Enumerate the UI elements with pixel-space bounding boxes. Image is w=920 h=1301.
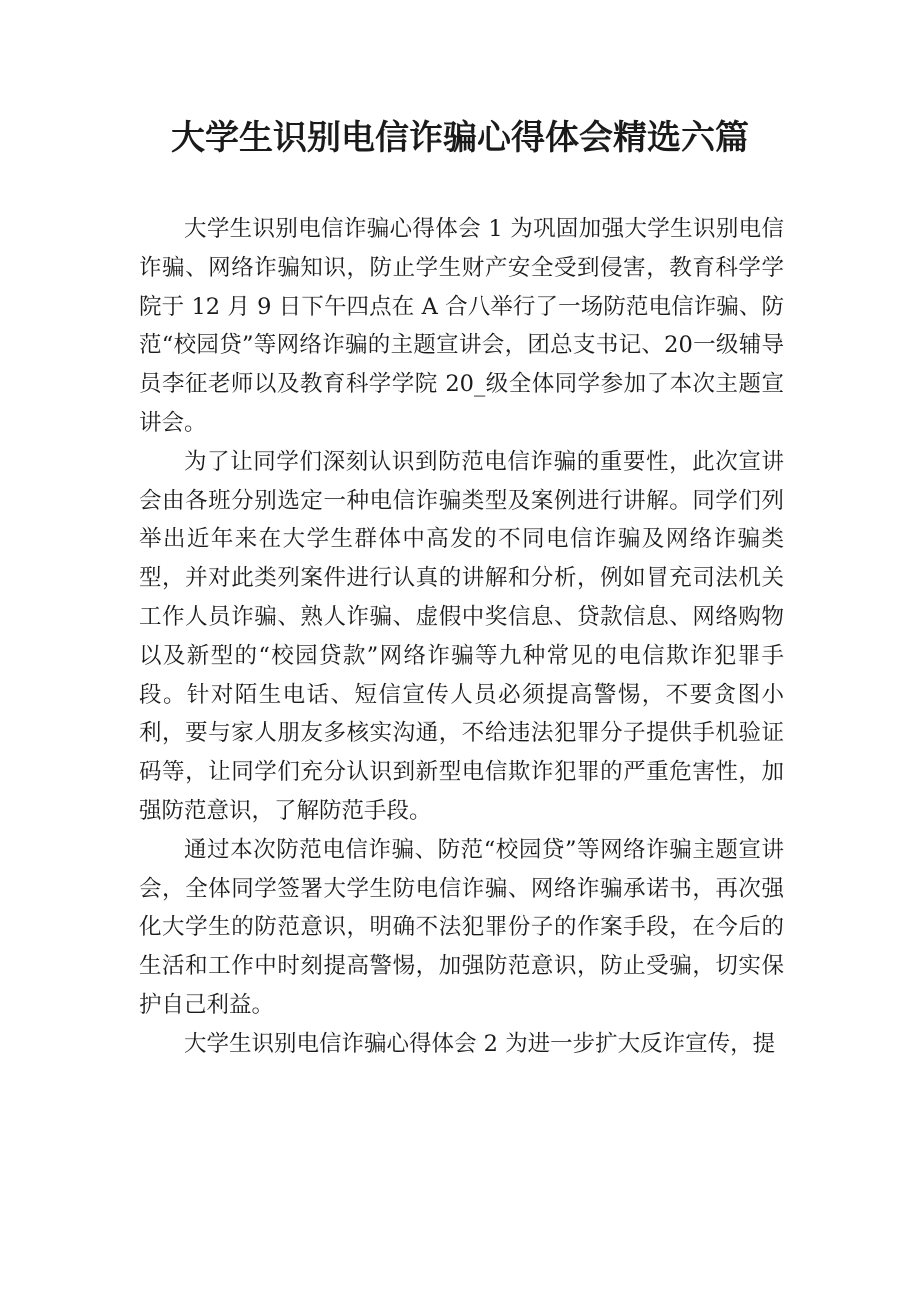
document-body — [139, 210, 784, 1064]
paragraph-4: 大学生识别电信诈骗心得体会 2 为进一步扩大反诈宣传，提 — [184, 1030, 776, 1057]
paragraph-1: 大学生识别电信诈骗心得体会 1 为巩固加强大学生识别电信诈骗、网络诈骗知识，防止学生财产安全受到侵害，教育科学学院于 12 月 9 日下午四点在 A 合八举行了一场防范电信诈骗、防范“校园贷”等网络诈骗的主题宣讲会，团总支书记、20一级辅导员李征老师以及教育科学学院 20_级全体同学参加了本次主题宣讲会。 — [139, 216, 784, 436]
paragraph-3: 通过本次防范电信诈骗、防范“校园贷”等网络诈骗主题宣讲会，全体同学签署大学生防电信诈骗、网络诈骗承诺书，再次强化大学生的防范意识，明确不法犯罪份子的作案手段，在今后的生活和工作中时刻提高警惕，加强防范意识，防止受骗，切实保护自己利益。 — [139, 836, 784, 1018]
paragraph-2: 为了让同学们深刻认识到防范电信诈骗的重要性，此次宣讲会由各班分别选定一种电信诈骗类型及案例进行讲解。同学们列举出近年来在大学生群体中高发的不同电信诈骗及网络诈骗类型，并对此类列案件进行认真的讲解和分析，例如冒充司法机关工作人员诈骗、熟人诈骗、虚假中奖信息、贷款信息、网络购物以及新型的“校园贷款”网络诈骗等九种常见的电信欺诈犯罪手段。针对陌生电话、短信宣传人员必须提高警惕，不要贪图小利，要与家人朋友多核实沟通，不给违法犯罪分子提供手机验证码等，让同学们充分认识到新型电信欺诈犯罪的严重危害性，加强防范意识，了解防范手段。 — [139, 448, 784, 824]
document-title: 大学生识别电信诈骗心得体会精选六篇 — [171, 118, 749, 158]
